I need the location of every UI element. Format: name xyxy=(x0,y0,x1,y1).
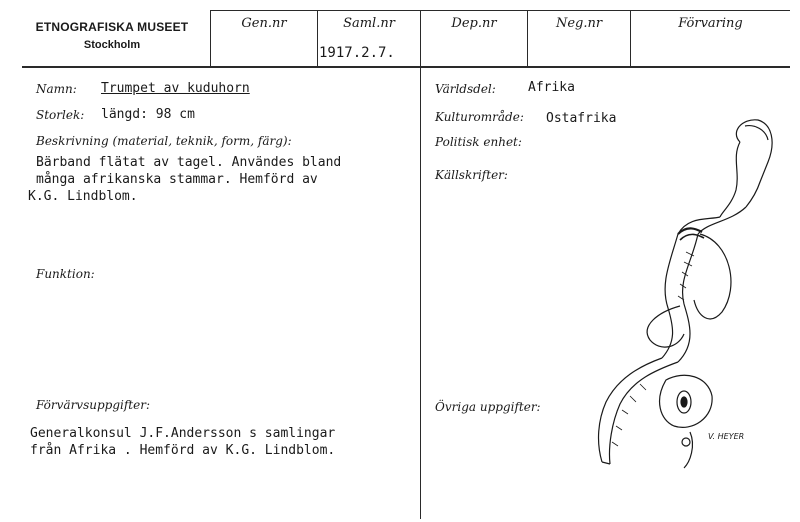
header-divider-1 xyxy=(210,10,211,67)
horn-trumpet-illustration xyxy=(580,112,780,482)
politisk-label: Politisk enhet: xyxy=(435,135,522,149)
beskrivning-line: K.G. Lindblom. xyxy=(28,189,138,204)
storlek-value: längd: 98 cm xyxy=(101,107,195,122)
kulturomrade-value: Ostafrika xyxy=(546,111,617,126)
beskrivning-line: många afrikanska stammar. Hemförd av xyxy=(36,172,318,187)
museum-city: Stockholm xyxy=(83,39,141,51)
header-top-rule xyxy=(210,10,790,11)
center-column-rule xyxy=(420,67,421,519)
namn-label: Namn: xyxy=(36,82,77,96)
header-bottom-rule xyxy=(22,66,790,68)
neg-nr-label: Neg.nr xyxy=(555,16,603,31)
kallskrifter-label: Källskrifter: xyxy=(435,168,508,182)
varldsdel-value: Afrika xyxy=(528,80,575,95)
saml-nr-label: Saml.nr xyxy=(343,16,395,31)
beskrivning-label: Beskrivning (material, teknik, form, färg): xyxy=(36,134,292,148)
museum-name: ETNOGRAFISKA MUSEET xyxy=(35,20,189,34)
illustrator-signature: V. HEYER xyxy=(708,432,745,441)
dep-nr-label: Dep.nr xyxy=(451,16,497,31)
funktion-label: Funktion: xyxy=(36,267,95,281)
storlek-label: Storlek: xyxy=(36,108,85,122)
forvaring-label: Förvaring xyxy=(678,16,743,31)
beskrivning-line: Bärband flätat av tagel. Användes bland xyxy=(36,155,342,170)
kulturomrade-label: Kulturområde: xyxy=(435,110,524,124)
varldsdel-label: Världsdel: xyxy=(435,82,496,96)
namn-value: Trumpet av kuduhorn xyxy=(101,81,250,96)
gen-nr-label: Gen.nr xyxy=(241,16,287,31)
saml-nr-value: 1917.2.7. xyxy=(319,45,395,61)
forvarv-label: Förvärvsuppgifter: xyxy=(36,398,150,412)
forvarv-line: från Afrika . Hemförd av K.G. Lindblom. xyxy=(30,443,336,458)
forvarv-line: Generalkonsul J.F.Andersson s samlingar xyxy=(30,426,336,441)
ovriga-label: Övriga uppgifter: xyxy=(435,400,541,414)
